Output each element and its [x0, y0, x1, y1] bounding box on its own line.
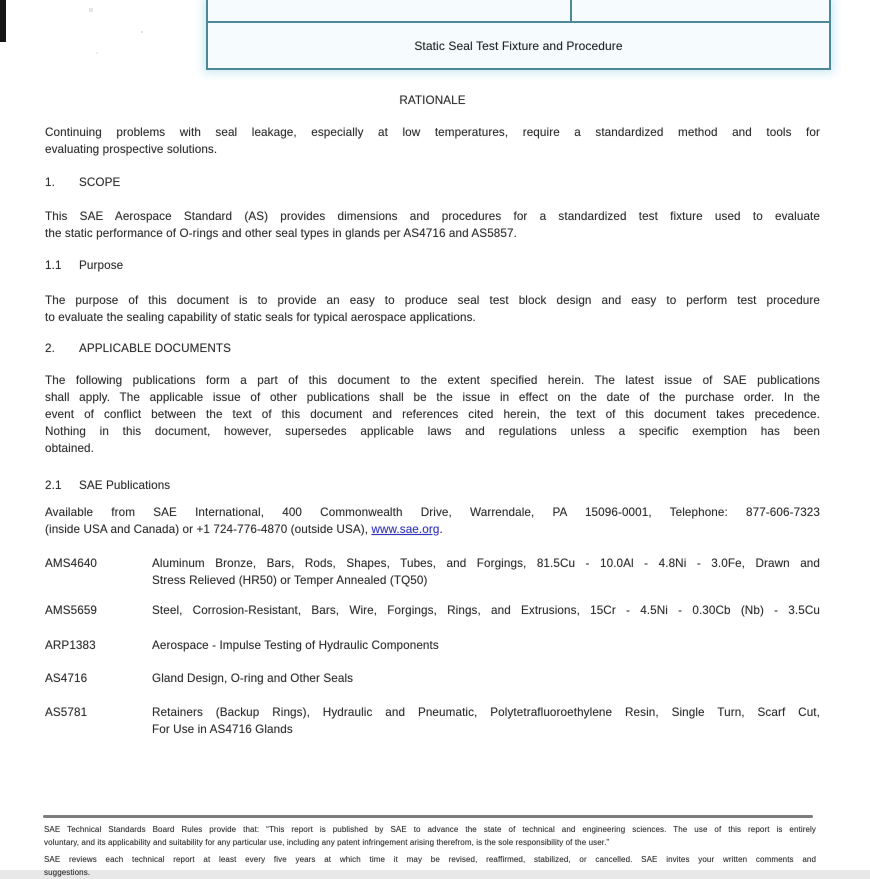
section-title: SAE Publications [79, 479, 171, 492]
footer-line: SAE reviews each technical report at least every five years at which time it may be revised, reaffirmed, stabilized, or cancelled. SAE invites your written comments and [44, 855, 816, 864]
reference-row [45, 602, 820, 619]
paragraph-line: to evaluate the sealing capability of static seals for typical aerospace applications. [45, 311, 476, 324]
purpose-paragraph [45, 292, 820, 326]
section-number: 1.1 [45, 259, 62, 272]
scan-artifact-mark [0, 0, 6, 42]
section-heading-scope [45, 174, 820, 191]
sae-website-link[interactable]: www.sae.org [371, 523, 440, 536]
reference-row [45, 637, 820, 654]
paragraph-line: shall apply. The applicable issue of other publications shall be the issue in effect on the date of the purchase order. In the [45, 391, 820, 404]
paragraph-line: The following publications form a part of this document to the extent specified herein. The latest issue of SAE publications [45, 374, 820, 387]
reference-code: ARP1383 [45, 639, 96, 652]
document-header-table [206, 0, 831, 70]
paragraph-line: Continuing problems with seal leakage, especially at low temperatures, require a standardized method and tools for [45, 126, 820, 139]
sae-availability-paragraph [45, 504, 820, 538]
reference-code: AS4716 [45, 672, 88, 685]
section-number: 2.1 [45, 479, 62, 492]
section-title: Purpose [79, 259, 124, 272]
section-number: 2. [45, 342, 55, 355]
header-table-left-cell [208, 0, 572, 21]
reference-code: AMS4640 [45, 557, 98, 570]
paragraph-line: This SAE Aerospace Standard (AS) provides dimensions and procedures for a standardized test fixture used to evaluate [45, 210, 820, 223]
address-text: (inside USA and Canada) or +1 724-776-4870 (outside USA), [45, 523, 372, 536]
reference-description: Aluminum Bronze, Bars, Rods, Shapes, Tubes, and Forgings, 81.5Cu - 10.0Al - 4.8Ni - 3.0Fe, Drawn and Stress Relieved (HR50) or Temper Annealed (TQ50) [152, 557, 820, 587]
reference-row [45, 704, 820, 738]
reference-description: Gland Design, O-ring and Other Seals [152, 672, 354, 685]
section-title: APPLICABLE DOCUMENTS [79, 342, 232, 355]
footer-line: SAE Technical Standards Board Rules provide that: “This report is published by SAE to advance the state of technical and engineering sciences. The use of this report is entirely [44, 825, 816, 834]
header-table-title-row [206, 21, 831, 70]
section-heading-sae-publications [45, 477, 820, 494]
section-number: 1. [45, 176, 55, 189]
address-suffix: . [439, 523, 443, 536]
rationale-paragraph [45, 124, 820, 158]
reference-row [45, 670, 820, 687]
paragraph-line: Available from SAE International, 400 Commonwealth Drive, Warrendale, PA 15096-0001, Telephone: 877-606-7323 [45, 506, 820, 519]
header-table-right-cell [572, 0, 829, 21]
paragraph-line: the static performance of O-rings and other seal types in glands per AS4716 and AS5857. [45, 227, 517, 240]
reference-row [45, 555, 820, 589]
scope-paragraph [45, 208, 820, 242]
footer-legal-paragraph [44, 823, 816, 849]
document-title: Static Seal Test Fixture and Procedure [414, 38, 623, 53]
paragraph-line: The purpose of this document is to provide an easy to produce seal test block design and easy to perform test procedure [45, 294, 820, 307]
footer-line: suggestions. [44, 868, 91, 877]
scan-noise-speckles [0, 0, 2, 2]
footer-divider [43, 815, 813, 818]
section-title: SCOPE [79, 176, 121, 189]
rationale-heading: RATIONALE [399, 94, 466, 107]
footer-review-paragraph [44, 853, 816, 879]
applicable-documents-paragraph [45, 372, 820, 457]
paragraph-line: evaluating prospective solutions. [45, 143, 218, 156]
reference-description: Retainers (Backup Rings), Hydraulic and Pneumatic, Polytetrafluoroethylene Resin, Single Turn, Scarf Cut, For Use in AS4716 Glands [152, 706, 820, 736]
section-heading-purpose [45, 257, 820, 274]
reference-description: Steel, Corrosion-Resistant, Bars, Wire, Forgings, Rings, and Extrusions, 15Cr - 4.5Ni - 0.30Cb (Nb) - 3.5Cu [152, 604, 820, 617]
paragraph-line: obtained. [45, 442, 94, 455]
header-table-top-row [206, 0, 831, 21]
reference-code: AS5781 [45, 706, 88, 719]
paragraph-line [45, 521, 820, 538]
reference-code: AMS5659 [45, 604, 98, 617]
paragraph-line: event of conflict between the text of this document and references cited herein, the text of this document takes precedence. [45, 408, 820, 421]
reference-description: Aerospace - Impulse Testing of Hydraulic Components [152, 639, 439, 652]
section-heading-applicable-documents [45, 340, 820, 357]
paragraph-line: Nothing in this document, however, supersedes applicable laws and regulations unless a specific exemption has been [45, 425, 820, 438]
footer-line: voluntary, and its applicability and suitability for any particular use, including any patent infringement arising therefrom, is the sole responsibility of the user.” [44, 838, 610, 847]
